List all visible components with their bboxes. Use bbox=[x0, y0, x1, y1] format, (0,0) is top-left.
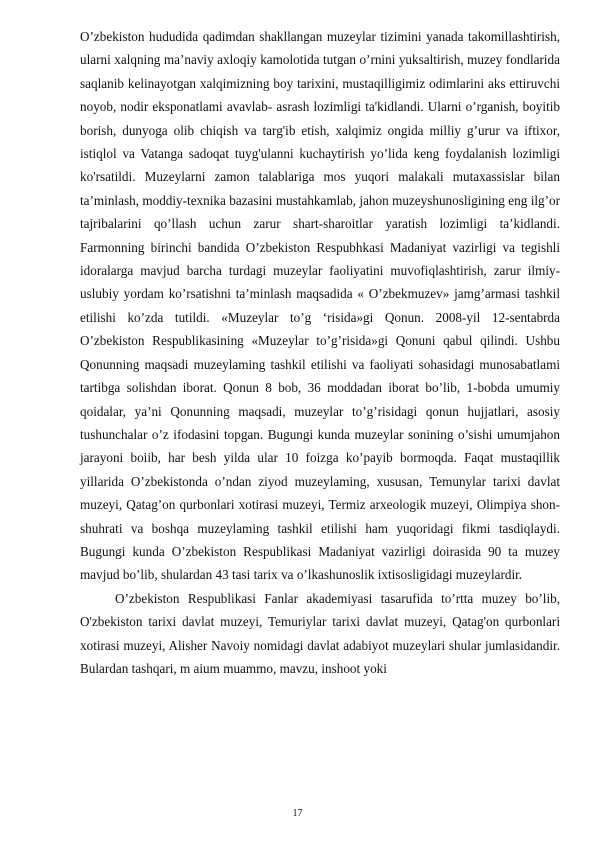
document-page bbox=[80, 25, 560, 680]
body-paragraph-1: O’zbekiston hududida qadimdan shakllangan muzeylar tizimini yanada takomillashtirish, ularni xalqning ma’naviy axloqiy kamolotida tutgan o’rnini yuksaltirish, muzey fondlarida saqlanib kelinayotgan xalqimizning boy tarixini, mustaqilligimiz odimlarini aks ettiruvchi noyob, nodir eksponatlami avavlab- asrash lozimligi ta'kidlandi. Ularni o’rganish, boyitib borish, dunyoga olib chiqish va targ'ib etish, xalqimiz ongida milliy g’urur va iftixor, istiqlol va Vatanga sadoqat tuyg'ulanni kuchaytirish yo’lida keng foydalanish lozimligi ko'rsatildi. Muzeylarni zamon talablariga mos yuqori malakali mutaxassislar bilan ta’minlash, moddiy-texnika bazasini mustahkamlab, jahon muzeyshunosligining eng ilg’or tajribalarini qo’llash uchun zarur shart-sharoitlar yaratish lozimligi ta’kidlandi. Farmonning birinchi bandida O’zbekiston Respubhkasi Madaniyat vazirligi va tegishli idoralarga mavjud barcha turdagi muzeylar faoliyatini muvofiqlashtirish, zarur ilmiy-uslubiy yordam ko’rsatishni ta’minlash maqsadida « O’zbekmuzev» jamg’armasi tashkil etilishi ko’zda tutildi. «Muzeylar to’g ‘risida»gi Qonun. 2008-yil 12-sentabrda O’zbekiston Respublikasining «Muzeylar to’g’risida»gi Qonuni qabul qilindi. Ushbu Qonunning maqsadi muzeylaming tashkil etilishi va faoliyati sohasidagi munosabatlami tartibga solishdan iborat. Qonun 8 bob, 36 moddadan iborat bo’lib, 1-bobda umumiy qoidalar, ya’ni Qonunning maqsadi, muzeylar to’g’risidagi qonun hujjatlari, asosiy tushunchalar o’z ifodasini topgan. Bugungi kunda muzeylar sonining o’sishi umumjahon jarayoni boiib, har besh yilda ular 10 foizga ko’payib bormoqda. Faqat mustaqillik yillarida O’zbekistonda o’ndan ziyod muzeylaming, xususan, Temunylar tarixi davlat muzeyi, Qatag’on qurbonlari xotirasi muzeyi, Termiz arxeologik muzeyi, Olimpiya shon-shuhrati va boshqa muzeylaming tashkil etilishi ham yuqoridagi fikmi tasdiqlaydi. Bugungi kunda O’zbekiston Respublikasi Madaniyat vazirligi doirasida 90 ta muzey mavjud bo’lib, shulardan 43 tasi tarix va o’lkashunoslik ixtisosligidagi muzeylardir. bbox=[80, 29, 560, 583]
body-paragraph-2: O’zbekiston Respublikasi Fanlar akademiyasi tasarufida to’rtta muzey bo’lib, O'zbekiston tarixi davlat muzeyi, Temuriylar tarixi davlat muzeyi, Qatag'on qurbonlari xotirasi muzeyi, Alisher Navoiy nomidagi davlat adabiyot muzeylari shular jumlasidandir. Bulardan tashqari, m aium muammo, mavzu, inshoot yoki bbox=[80, 590, 560, 676]
page-number: 17 bbox=[292, 808, 303, 819]
